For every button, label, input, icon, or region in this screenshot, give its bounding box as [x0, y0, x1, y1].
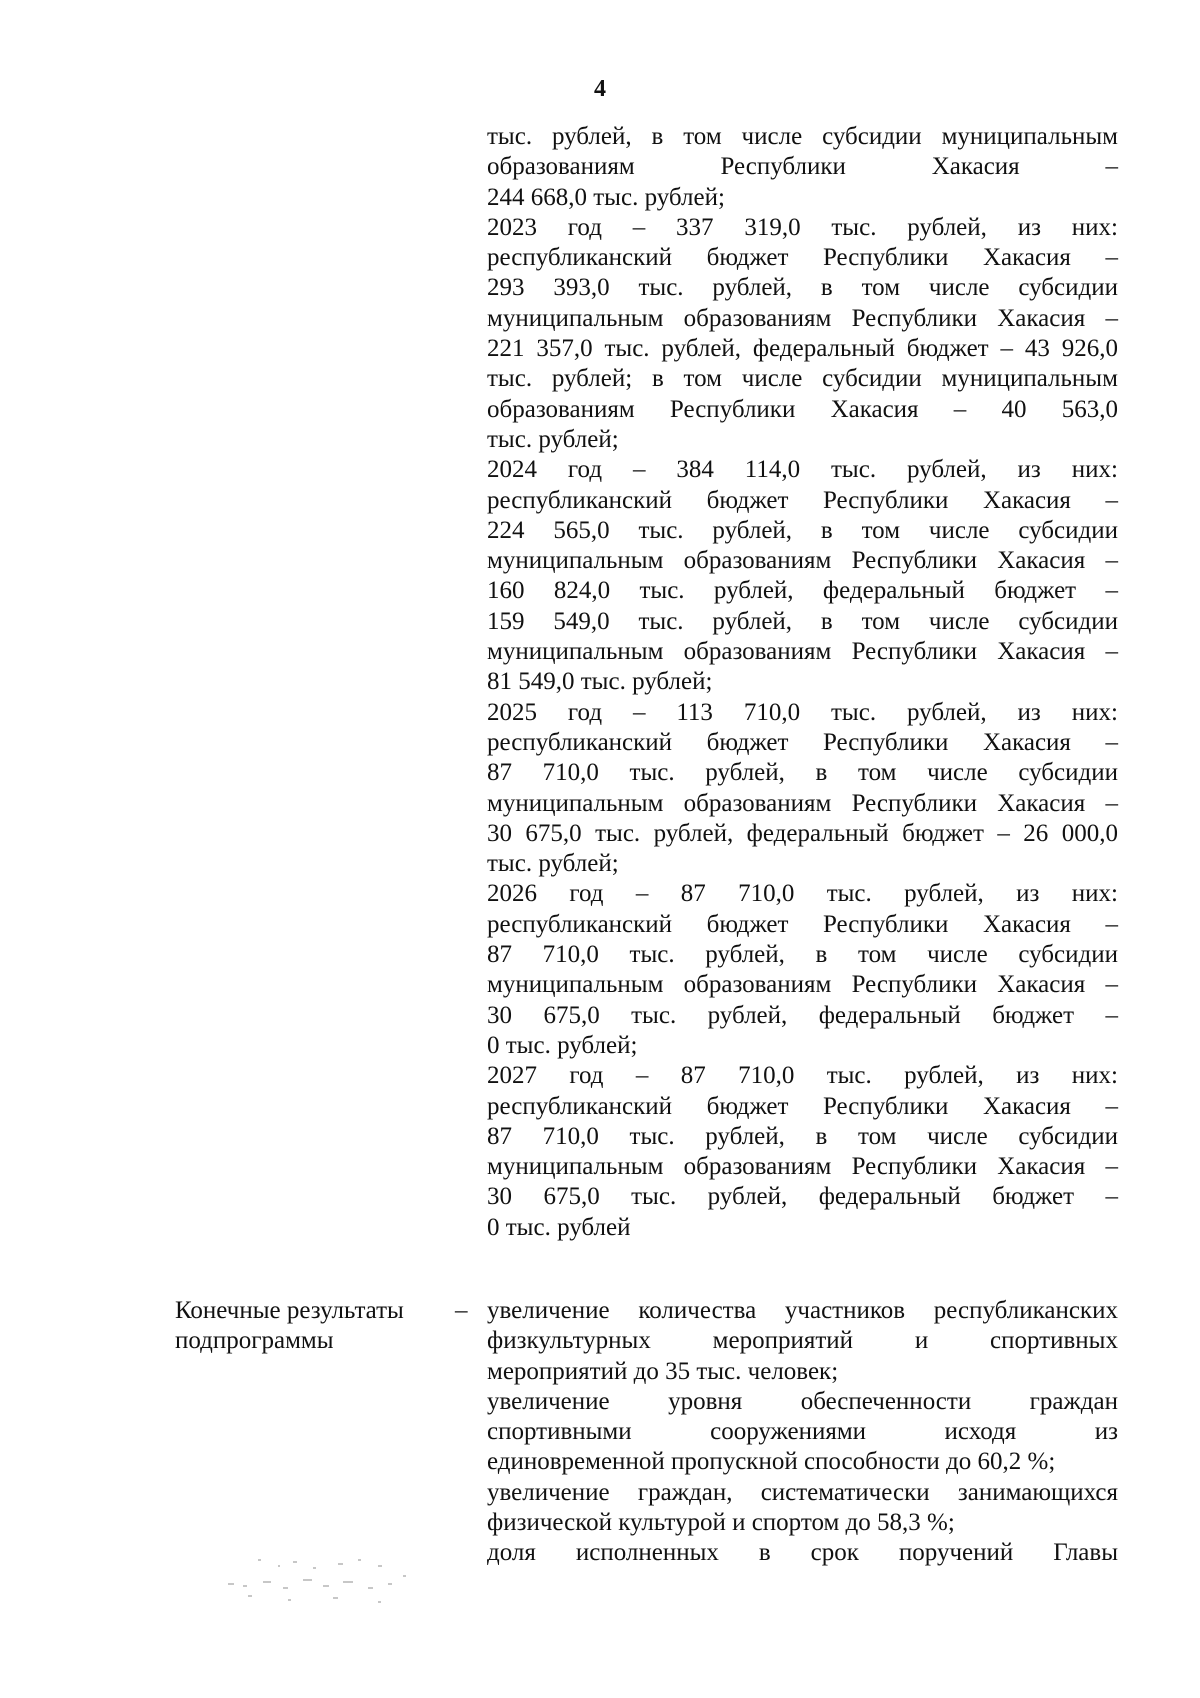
- page-number: 4: [594, 76, 606, 102]
- text-line: 221 357,0 тыс. рублей, федеральный бюджет – 43 926,0: [487, 335, 1118, 363]
- text-line: 160 824,0 тыс. рублей, федеральный бюджет –: [487, 577, 1118, 605]
- text-line: 2024 год – 384 114,0 тыс. рублей, из них:: [487, 456, 1118, 484]
- text-line: единовременной пропускной способности до 60,2 %;: [487, 1448, 1056, 1476]
- text-line: тыс. рублей; в том числе субсидии муниципальным: [487, 365, 1118, 393]
- text-line: 2023 год – 337 319,0 тыс. рублей, из них:: [487, 213, 1118, 241]
- text-line: 30 675,0 тыс. рублей, федеральный бюджет –: [487, 1183, 1118, 1211]
- results-label-line: подпрограммы: [175, 1327, 334, 1355]
- text-line: муниципальным образованиям Республики Хакасия –: [487, 789, 1118, 817]
- text-line: 87 710,0 тыс. рублей, в том числе субсидии: [487, 1122, 1118, 1150]
- text-line: 2026 год – 87 710,0 тыс. рублей, из них:: [487, 880, 1118, 908]
- text-line: увеличение граждан, систематически занимающихся: [487, 1478, 1118, 1506]
- text-line: республиканский бюджет Республики Хакасия –: [487, 910, 1118, 938]
- text-line: муниципальным образованиям Республики Хакасия –: [487, 304, 1118, 332]
- text-line: тыс. рублей;: [487, 425, 619, 453]
- text-line: 244 668,0 тыс. рублей;: [487, 183, 725, 211]
- text-line: 159 549,0 тыс. рублей, в том числе субсидии: [487, 607, 1118, 635]
- results-label: [175, 1296, 445, 1357]
- text-line: 293 393,0 тыс. рублей, в том числе субсидии: [487, 274, 1118, 302]
- text-line: мероприятий до 35 тыс. человек;: [487, 1357, 839, 1385]
- text-line: республиканский бюджет Республики Хакасия –: [487, 486, 1118, 514]
- text-line: республиканский бюджет Республики Хакасия –: [487, 244, 1118, 272]
- text-line: 2025 год – 113 710,0 тыс. рублей, из них:: [487, 698, 1118, 726]
- text-line: 87 710,0 тыс. рублей, в том числе субсидии: [487, 941, 1118, 969]
- text-line: образованиям Республики Хакасия –: [487, 153, 1118, 181]
- text-line: тыс. рублей, в том числе субсидии муниципальным: [487, 123, 1118, 150]
- text-line: образованиям Республики Хакасия – 40 563,0: [487, 395, 1118, 423]
- text-line: муниципальным образованиям Республики Хакасия –: [487, 547, 1118, 575]
- text-line: доля исполненных в срок поручений Главы: [487, 1539, 1118, 1567]
- text-line: 2027 год – 87 710,0 тыс. рублей, из них:: [487, 1062, 1118, 1090]
- text-line: республиканский бюджет Республики Хакасия –: [487, 1092, 1118, 1120]
- text-line: спортивными сооружениями исходя из: [487, 1418, 1118, 1446]
- text-line: увеличение уровня обеспеченности граждан: [487, 1387, 1118, 1415]
- results-text-block: [487, 1296, 1118, 1569]
- funding-text-block: [487, 122, 1118, 1243]
- stamp-smudge: [218, 1555, 428, 1605]
- text-line: 30 675,0 тыс. рублей, федеральный бюджет –: [487, 1001, 1118, 1029]
- text-line: тыс. рублей;: [487, 850, 619, 878]
- text-line: республиканский бюджет Республики Хакасия –: [487, 728, 1118, 756]
- text-line: 81 549,0 тыс. рублей;: [487, 668, 713, 696]
- text-line: увеличение количества участников республиканских: [487, 1297, 1118, 1324]
- text-line: 0 тыс. рублей: [487, 1213, 631, 1241]
- results-dash: –: [455, 1297, 468, 1324]
- text-line: 0 тыс. рублей;: [487, 1031, 638, 1059]
- text-line: муниципальным образованиям Республики Хакасия –: [487, 1153, 1118, 1181]
- text-line: физкультурных мероприятий и спортивных: [487, 1327, 1118, 1355]
- text-line: 87 710,0 тыс. рублей, в том числе субсидии: [487, 759, 1118, 787]
- text-line: муниципальным образованиям Республики Хакасия –: [487, 638, 1118, 666]
- text-line: 30 675,0 тыс. рублей, федеральный бюджет – 26 000,0: [487, 819, 1118, 847]
- text-line: 224 565,0 тыс. рублей, в том числе субсидии: [487, 516, 1118, 544]
- text-line: физической культурой и спортом до 58,3 %;: [487, 1509, 955, 1537]
- text-line: муниципальным образованиям Республики Хакасия –: [487, 971, 1118, 999]
- results-label-line: Конечные результаты: [175, 1297, 404, 1324]
